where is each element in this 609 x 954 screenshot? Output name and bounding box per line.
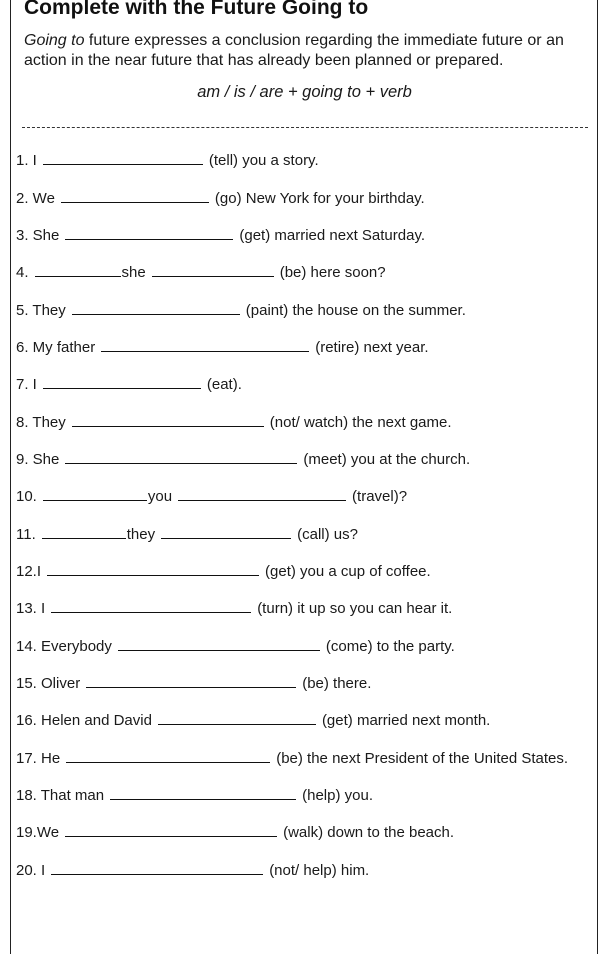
exercise-verb-prompt: (retire) next year. <box>315 339 429 356</box>
answer-blank[interactable] <box>72 313 240 315</box>
exercise-item <box>16 638 455 656</box>
answer-blank[interactable] <box>65 462 297 464</box>
exercise-verb-prompt: (paint) the house on the summer. <box>245 302 466 319</box>
answer-blank[interactable] <box>110 798 296 800</box>
exercise-number-subject: 8. They <box>16 414 66 431</box>
answer-blank[interactable] <box>101 350 309 352</box>
answer-blank[interactable] <box>51 873 263 875</box>
intro-paragraph <box>24 31 594 71</box>
exercise-item <box>16 190 425 208</box>
exercise-item <box>16 824 454 842</box>
answer-blank[interactable] <box>43 387 201 389</box>
answer-blank[interactable] <box>66 761 270 763</box>
exercise-number-subject: 18. That man <box>16 787 105 804</box>
exercise-number-subject: 1. I <box>16 152 37 169</box>
exercise-verb-prompt: (get) married next Saturday. <box>239 227 426 244</box>
exercise-item <box>16 302 466 320</box>
exercise-subject: she <box>121 264 146 281</box>
exercise-number-subject: 7. I <box>16 376 37 393</box>
exercise-verb-prompt: (come) to the party. <box>325 638 455 655</box>
exercise-number-subject: 6. My father <box>16 339 96 356</box>
worksheet-border <box>10 0 598 954</box>
intro-text: future expresses a conclusion regarding the immediate future or an action in the near future that has already been planned or prepared. <box>24 32 564 69</box>
exercise-verb-prompt: (travel)? <box>352 488 408 505</box>
exercise-number-subject: 15. Oliver <box>16 675 81 692</box>
answer-blank[interactable] <box>72 425 264 427</box>
exercise-verb-prompt: (be) there. <box>302 675 372 692</box>
exercise-item <box>16 526 358 544</box>
exercise-subject: you <box>147 488 173 505</box>
exercise-item <box>16 600 452 618</box>
exercise-number-subject: 13. I <box>16 600 46 617</box>
exercise-verb-prompt: (go) New York for your birthday. <box>214 190 425 207</box>
exercise-number-subject: 5. They <box>16 302 66 319</box>
answer-blank[interactable] <box>35 275 121 277</box>
exercise-verb-prompt: (meet) you at the church. <box>303 451 471 468</box>
answer-blank[interactable] <box>61 201 209 203</box>
exercise-item <box>16 712 490 730</box>
exercise-verb-prompt: (get) married next month. <box>321 712 491 729</box>
exercise-number-subject: 12.I <box>16 563 42 580</box>
answer-blank[interactable] <box>51 611 251 613</box>
exercise-number-subject: 3. She <box>16 227 60 244</box>
intro-lead: Going to <box>24 32 85 49</box>
formula: am / is / are + going to + verb <box>197 83 412 101</box>
exercise-item <box>16 862 369 880</box>
exercise-verb-prompt: (tell) you a story. <box>208 152 319 169</box>
answer-blank[interactable] <box>118 649 320 651</box>
answer-blank[interactable] <box>178 499 346 501</box>
answer-blank[interactable] <box>42 537 126 539</box>
exercise-number-subject: 16. Helen and David <box>16 712 152 729</box>
exercise-verb-prompt: (eat). <box>206 376 242 393</box>
exercise-number-subject: 11. <box>16 526 36 543</box>
exercise-number-subject: 14. Everybody <box>16 638 112 655</box>
exercise-number-subject: 2. We <box>16 190 55 207</box>
answer-blank[interactable] <box>65 835 277 837</box>
exercise-item <box>16 227 425 245</box>
answer-blank[interactable] <box>86 686 296 688</box>
exercise-item <box>16 339 429 357</box>
answer-blank[interactable] <box>152 275 274 277</box>
exercise-verb-prompt: (not/ help) him. <box>269 862 370 879</box>
exercise-item <box>16 488 407 506</box>
answer-blank[interactable] <box>43 499 147 501</box>
exercise-verb-prompt: (get) you a cup of coffee. <box>265 563 431 580</box>
exercise-item <box>16 264 386 282</box>
exercise-number-subject: 4. <box>16 264 29 281</box>
exercise-number-subject: 10. <box>16 488 37 505</box>
exercise-item <box>16 675 371 693</box>
exercise-item <box>16 451 470 469</box>
exercise-verb-prompt: (call) us? <box>297 526 358 543</box>
exercise-item <box>16 563 431 581</box>
answer-blank[interactable] <box>43 163 203 165</box>
answer-blank[interactable] <box>158 723 316 725</box>
exercise-verb-prompt: (not/ watch) the next game. <box>269 414 452 431</box>
exercise-item <box>16 787 373 805</box>
answer-blank[interactable] <box>65 238 233 240</box>
exercise-verb-prompt: (be) the next President of the United States. <box>276 750 569 767</box>
exercise-item <box>16 376 242 394</box>
answer-blank[interactable] <box>47 574 259 576</box>
dashed-divider <box>22 127 588 128</box>
exercise-item <box>16 750 568 768</box>
exercise-verb-prompt: (turn) it up so you can hear it. <box>257 600 453 617</box>
exercise-number-subject: 17. He <box>16 750 61 767</box>
exercise-verb-prompt: (walk) down to the beach. <box>283 824 455 841</box>
exercise-number-subject: 20. I <box>16 862 46 879</box>
worksheet-title: Complete with the Future Going to <box>24 0 369 19</box>
answer-blank[interactable] <box>161 537 291 539</box>
exercise-item <box>16 152 319 170</box>
exercise-subject: they <box>126 526 156 543</box>
exercise-verb-prompt: (help) you. <box>302 787 373 804</box>
exercise-verb-prompt: (be) here soon? <box>279 264 386 281</box>
exercise-number-subject: 9. She <box>16 451 60 468</box>
exercise-item <box>16 414 452 432</box>
exercise-number-subject: 19.We <box>16 824 60 841</box>
